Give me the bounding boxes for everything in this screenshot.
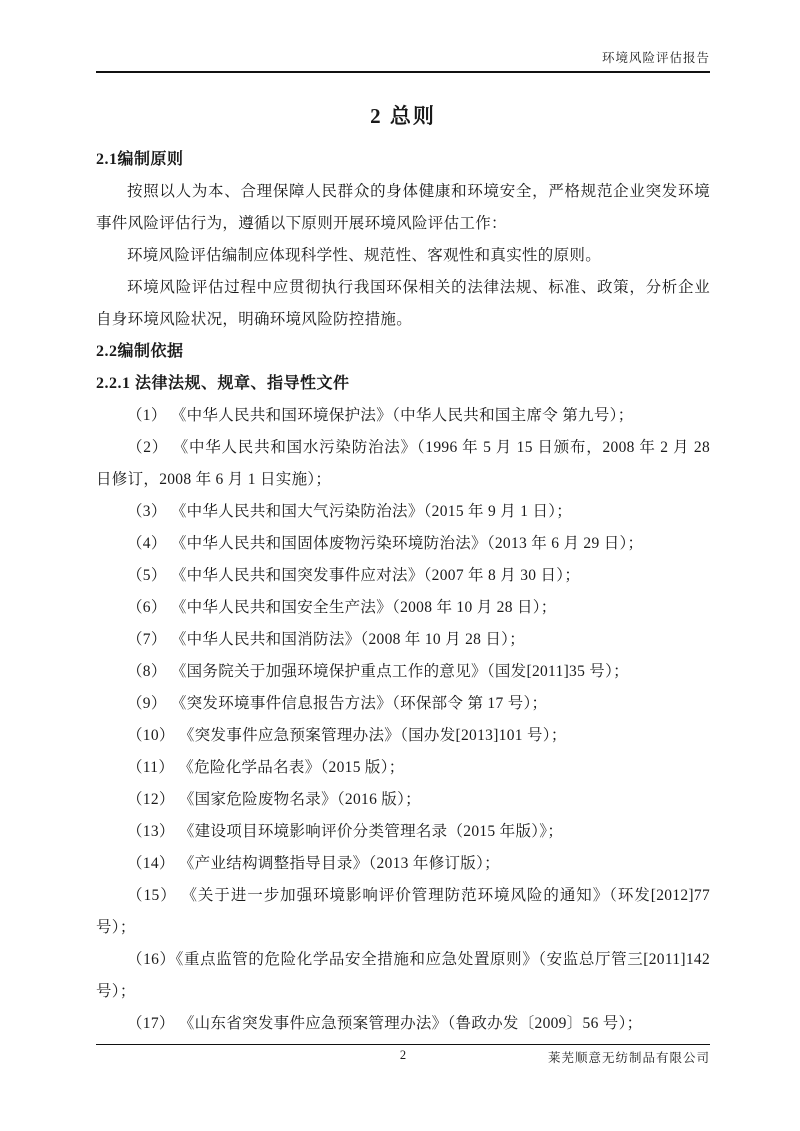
law-item-8: （8） 《国务院关于加强环境保护重点工作的意见》（国发[2011]35 号）；	[127, 663, 629, 680]
paragraph-principle-2: 环境风险评估编制应体现科学性、规范性、客观性和真实性的原则。	[127, 247, 602, 264]
page-number: 2	[399, 1048, 407, 1062]
footer-company-name: 莱芜顺意无纺制品有限公司	[547, 1051, 710, 1065]
paragraph-principle-3: 环境风险评估过程中应贯彻执行我国环保相关的法律法规、标准、政策，分析企业自身环境风险状况，明确环境风险防控措施。	[96, 279, 710, 328]
section-2-1-heading: 2.1编制原则	[96, 151, 184, 168]
page-content	[96, 92, 710, 1040]
chapter-title: 2 总则	[370, 104, 436, 128]
section-2-2-1-heading: 2.2.1 法律法规、规章、指导性文件	[96, 375, 350, 392]
law-item-4: （4） 《中华人民共和国固体废物污染环境防治法》（2013 年 6 月 29 日）；	[127, 535, 644, 552]
law-item-12: （12） 《国家危险废物名录》（2016 版）；	[127, 791, 421, 808]
law-item-7: （7） 《中华人民共和国消防法》（2008 年 10 月 28 日）；	[127, 631, 526, 648]
section-2-2-heading: 2.2编制依据	[96, 343, 184, 360]
law-item-6: （6） 《中华人民共和国安全生产法》（2008 年 10 月 28 日）；	[127, 599, 557, 616]
law-item-15: （15） 《关于进一步加强环境影响评价管理防范环境风险的通知》（环发[2012]77 号）；	[96, 887, 710, 936]
footer-row	[96, 1045, 710, 1068]
law-item-2: （2） 《中华人民共和国水污染防治法》（1996 年 5 月 15 日颁布，2008 年 2 月 28 日修订，2008 年 6 月 1 日实施）；	[96, 439, 710, 488]
page-header	[96, 48, 710, 73]
law-item-14: （14） 《产业结构调整指导目录》（2013 年修订版）；	[127, 855, 500, 872]
law-item-10: （10） 《突发事件应急预案管理办法》（国办发[2013]101 号）；	[127, 727, 567, 744]
law-item-1: （1） 《中华人民共和国环境保护法》（中华人民共和国主席令 第九号）；	[127, 407, 634, 424]
law-item-13: （13） 《建设项目环境影响评价分类管理名录（2015 年版）》；	[127, 823, 564, 840]
law-item-16: （16）《重点监管的危险化学品安全措施和应急处置原则》（安监总厅管三[2011]142 号）；	[96, 951, 710, 1000]
law-item-9: （9） 《突发环境事件信息报告方法》（环保部令 第 17 号）；	[127, 695, 548, 712]
paragraph-principle-1: 按照以人为本、合理保障人民群众的身体健康和环境安全，严格规范企业突发环境事件风险评估行为，遵循以下原则开展环境风险评估工作：	[96, 183, 710, 232]
page-footer	[96, 1044, 710, 1068]
law-item-5: （5） 《中华人民共和国突发事件应对法》（2007 年 8 月 30 日）；	[127, 567, 581, 584]
header-title: 环境风险评估报告	[601, 51, 710, 65]
law-item-3: （3） 《中华人民共和国大气污染防治法》（2015 年 9 月 1 日）；	[127, 503, 573, 520]
law-item-11: （11） 《危险化学品名表》（2015 版）；	[127, 759, 405, 776]
law-item-17: （17） 《山东省突发事件应急预案管理办法》（鲁政办发〔2009〕56 号）；	[127, 1015, 643, 1032]
